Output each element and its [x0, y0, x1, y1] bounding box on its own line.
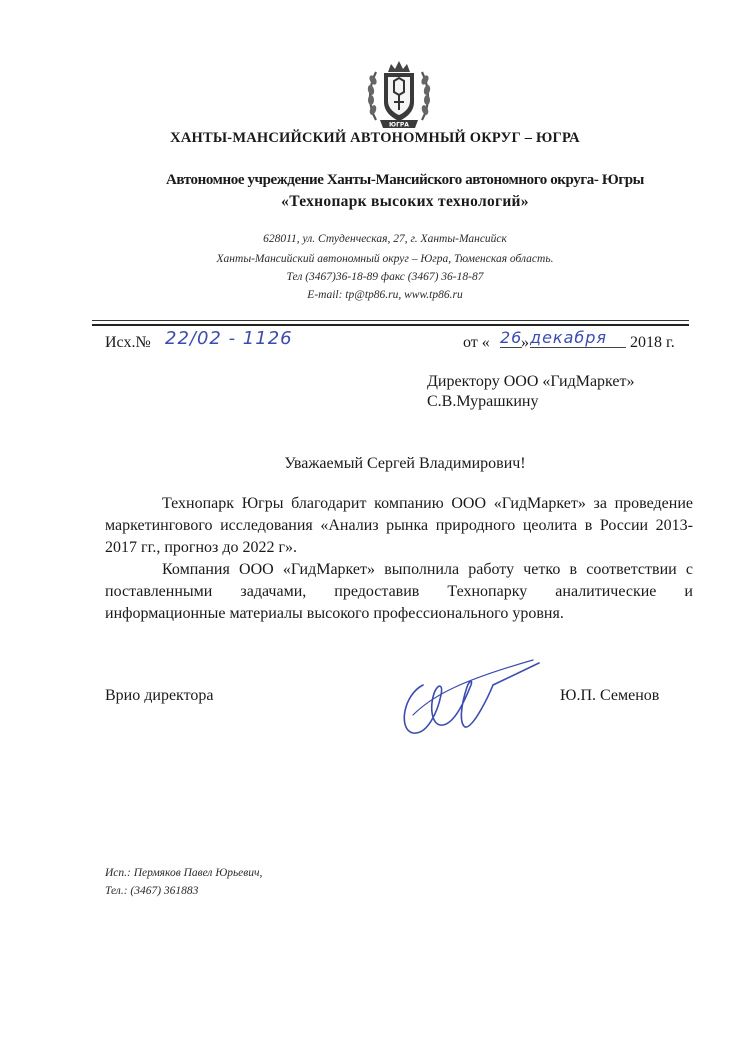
- date-year: 2018 г.: [630, 334, 675, 351]
- header-divider-thin: [92, 320, 689, 321]
- body-paragraph-1-text: Технопарк Югры благодарит компанию ООО «ГидМаркет» за проведение маркетингового исследования «Анализ рынка природного цеолита в России 2013-2017 гг., прогноз до 2022 г».: [105, 495, 693, 556]
- executor-name: Исп.: Пермяков Павел Юрьевич,: [105, 867, 263, 879]
- email-web-line: E-mail: tp@tp86.ru, www.tp86.ru: [307, 289, 463, 301]
- address-line-1: 628011, ул. Студенческая, 27, г. Ханты-Мансийск: [263, 233, 507, 245]
- recipient-line-2: С.В.Мурашкину: [427, 393, 539, 410]
- organization-name: Автономное учреждение Ханты-Мансийского автономного округа- Югры: [165, 172, 644, 188]
- handwritten-signature-icon: [393, 655, 543, 745]
- organization-subtitle: «Технопарк высоких технологий»: [281, 193, 529, 210]
- signatory-name: Ю.П. Семенов: [560, 687, 660, 704]
- date-month-handwritten: декабря: [530, 328, 626, 348]
- header-divider-thick: [92, 324, 689, 326]
- date-prefix: от «: [463, 334, 490, 351]
- salutation: Уважаемый Сергей Владимирович!: [284, 455, 526, 472]
- recipient-line-1: Директору ООО «ГидМаркет»: [427, 373, 635, 390]
- date-day-handwritten: 26: [500, 328, 523, 347]
- outgoing-number-label: Исх.№: [105, 334, 151, 351]
- signatory-position: Врио директора: [105, 687, 214, 704]
- emblem-ribbon-text: ЮГРА: [389, 121, 409, 129]
- executor-phone: Тел.: (3467) 361883: [105, 885, 199, 897]
- coat-of-arms-emblem-icon: [366, 58, 432, 132]
- address-line-2: Ханты-Мансийский автономный округ – Югра, Тюменская область.: [216, 253, 554, 265]
- body-paragraph-2: [105, 559, 693, 625]
- region-title: ХАНТЫ-МАНСИЙСКИЙ АВТОНОМНЫЙ ОКРУГ – ЮГРА: [170, 130, 580, 146]
- outgoing-number-handwritten: 22/02 - 1126: [165, 328, 293, 349]
- date-quote-close: »: [521, 334, 529, 351]
- body-paragraph-2-text: Компания ООО «ГидМаркет» выполнила работу четко в соответствии с поставленными задачами, предоставив Технопарку аналитические и информационные материалы высокого профессионального уровня.: [105, 561, 693, 622]
- body-paragraph-1: [105, 493, 693, 559]
- phone-fax-line: Тел (3467)36-18-89 факс (3467) 36-18-87: [286, 271, 484, 283]
